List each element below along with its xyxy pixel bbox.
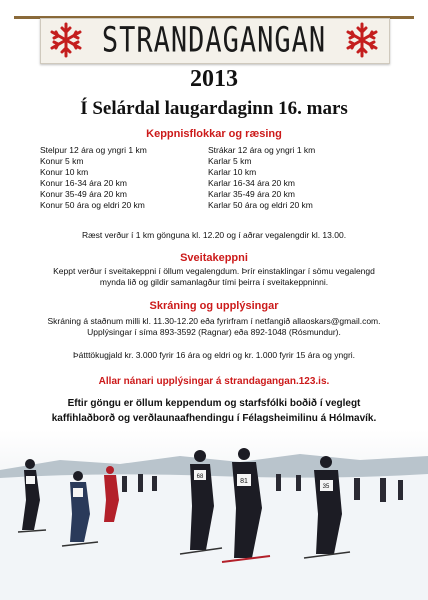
start-time-note: Ræst verður í 1 km gönguna kl. 12.20 og í aðrar vegalengdir kl. 13.00. [81,230,347,240]
category-item: Strákar 12 ára og yngri 1 km [208,145,316,155]
banner-title: STRANDAGANGAN [101,20,327,61]
event-location-date: Í Selárdal laugardaginn 16. mars [80,98,348,119]
skiers-photo [0,430,428,600]
women-categories [40,145,147,211]
bib-number: 81 [240,478,248,485]
registration-line: Skráning á staðnum milli kl. 11.30-12.20 eða fyrirfram í netfangið allaoskars@gmail.com. [47,316,381,326]
team-description [14,266,414,288]
category-item: Karlar 35-49 ára 20 km [208,189,295,199]
bib-number: 68 [196,474,204,480]
more-info-link[interactable]: Allar nánari upplýsingar á strandagangan.123.is. [98,376,330,387]
categories-heading: Keppnisflokkar og ræsing [146,128,282,140]
registration-heading: Skráning og upplýsingar [149,300,279,312]
team-line: mynda lið og gildir samanlagður tími þeirra í sveitakeppninni. [99,277,329,287]
category-item: Konur 10 km [40,167,89,177]
team-heading: Sveitakeppni [180,252,248,264]
entry-fee: Þátttökugjald kr. 3.000 fyrir 16 ára og eldri og kr. 1.000 fyrir 15 ára og yngri. [72,350,356,360]
category-item: Konur 50 ára og eldri 20 km [40,200,145,210]
team-line: Keppt verður í sveitakeppni í öllum vegalengdum. Þrír einstaklingar í sömu vegalengd [53,266,375,276]
bib-number: 35 [322,484,330,490]
closing-line: Eftir göngu er öllum keppendum og starfsfólki boðið í veglegt [67,398,361,409]
category-item: Karlar 16-34 ára 20 km [208,178,295,188]
category-item: Karlar 5 km [208,156,252,166]
registration-details [14,316,414,338]
category-item: Karlar 10 km [208,167,257,177]
category-item: Stelpur 12 ára og yngri 1 km [40,145,147,155]
category-item: Konur 5 km [40,156,84,166]
event-banner [10,4,418,66]
closing-line: kaffihlaðborð og verðlaunaafhendingu í Félagsheimilinu á Hólmavík. [51,413,377,424]
snow-field [0,474,428,600]
registration-line: Upplýsingar í síma 893-3592 (Ragnar) eða 892-1048 (Rósmundur). [87,327,341,337]
snowflake-icon [46,20,86,60]
category-item: Karlar 50 ára og eldri 20 km [208,200,313,210]
category-item: Konur 16-34 ára 20 km [40,178,127,188]
men-categories [208,145,315,211]
snowflake-icon [342,20,382,60]
closing-message [20,396,408,426]
event-year: 2013 [190,66,238,92]
category-item: Konur 35-49 ára 20 km [40,189,127,199]
